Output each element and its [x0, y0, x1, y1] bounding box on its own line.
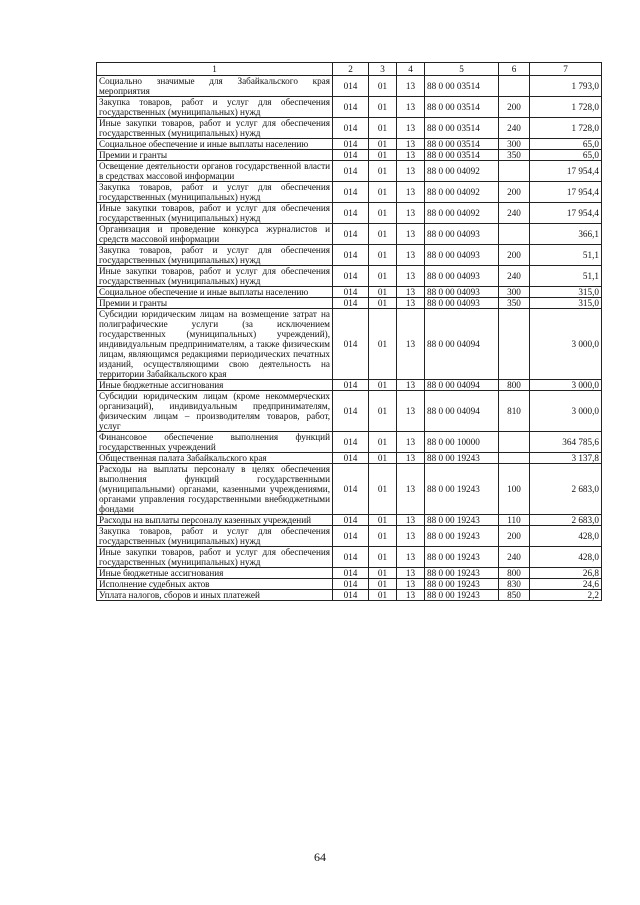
row-subsection-code: 13 — [397, 309, 425, 380]
header-cell-name: 1 — [97, 63, 333, 76]
row-subsection-code: 13 — [397, 515, 425, 526]
row-expense-type — [499, 453, 530, 464]
page-number: 64 — [314, 850, 326, 864]
row-subsection-code: 13 — [397, 579, 425, 590]
row-name-cell: Закупка товаров, работ и услуг для обеспечения государственных (муниципальных) нужд — [97, 182, 333, 203]
row-section-code: 01 — [369, 453, 397, 464]
table-row — [97, 568, 602, 579]
row-target-article: 88 0 00 04093 — [425, 266, 499, 287]
row-expense-type: 240 — [499, 266, 530, 287]
row-amount: 3 137,8 — [530, 453, 602, 464]
row-section-code: 01 — [369, 266, 397, 287]
row-expense-type: 350 — [499, 298, 530, 309]
row-subsection-code: 13 — [397, 182, 425, 203]
table-row — [97, 579, 602, 590]
header-cell-expense-type: 6 — [499, 63, 530, 76]
header-row — [97, 63, 602, 76]
row-subsection-code: 13 — [397, 547, 425, 568]
row-subsection-code: 13 — [397, 266, 425, 287]
row-expense-type: 240 — [499, 547, 530, 568]
row-section-code: 01 — [369, 526, 397, 547]
row-target-article: 88 0 00 19243 — [425, 568, 499, 579]
row-amount: 364 785,6 — [530, 432, 602, 453]
row-target-article: 88 0 00 04093 — [425, 298, 499, 309]
row-amount: 1 793,0 — [530, 76, 602, 97]
row-amount: 3 000,0 — [530, 391, 602, 432]
row-name-cell: Социальное обеспечение и иные выплаты населению — [97, 139, 333, 150]
table-header — [97, 63, 602, 76]
row-target-article: 88 0 00 03514 — [425, 97, 499, 118]
row-ministry-code: 014 — [333, 590, 369, 601]
row-amount: 1 728,0 — [530, 97, 602, 118]
row-amount: 315,0 — [530, 287, 602, 298]
row-section-code: 01 — [369, 97, 397, 118]
row-expense-type: 810 — [499, 391, 530, 432]
row-target-article: 88 0 00 04093 — [425, 224, 499, 245]
row-subsection-code: 13 — [397, 453, 425, 464]
table-row — [97, 203, 602, 224]
table-row — [97, 182, 602, 203]
table-row — [97, 245, 602, 266]
row-section-code: 01 — [369, 287, 397, 298]
table-row — [97, 266, 602, 287]
row-ministry-code: 014 — [333, 150, 369, 161]
row-section-code: 01 — [369, 579, 397, 590]
row-ministry-code: 014 — [333, 380, 369, 391]
row-ministry-code: 014 — [333, 453, 369, 464]
row-ministry-code: 014 — [333, 266, 369, 287]
row-name-cell: Закупка товаров, работ и услуг для обеспечения государственных (муниципальных) нужд — [97, 526, 333, 547]
row-amount: 51,1 — [530, 266, 602, 287]
row-target-article: 88 0 00 19243 — [425, 464, 499, 515]
row-expense-type — [499, 224, 530, 245]
row-name-cell: Уплата налогов, сборов и иных платежей — [97, 590, 333, 601]
table-row — [97, 464, 602, 515]
row-target-article: 88 0 00 04093 — [425, 245, 499, 266]
row-amount: 3 000,0 — [530, 380, 602, 391]
budget-table — [96, 62, 602, 601]
row-expense-type: 300 — [499, 139, 530, 150]
row-ministry-code: 014 — [333, 298, 369, 309]
row-section-code: 01 — [369, 432, 397, 453]
row-section-code: 01 — [369, 118, 397, 139]
row-target-article: 88 0 00 19243 — [425, 526, 499, 547]
table-row — [97, 515, 602, 526]
row-expense-type — [499, 76, 530, 97]
row-name-cell: Общественная палата Забайкальского края — [97, 453, 333, 464]
row-target-article: 88 0 00 19243 — [425, 579, 499, 590]
table-row — [97, 224, 602, 245]
row-amount: 315,0 — [530, 298, 602, 309]
header-cell-ministry: 2 — [333, 63, 369, 76]
table-row — [97, 590, 602, 601]
row-subsection-code: 13 — [397, 203, 425, 224]
row-subsection-code: 13 — [397, 76, 425, 97]
row-expense-type: 800 — [499, 568, 530, 579]
row-expense-type: 240 — [499, 203, 530, 224]
row-amount: 65,0 — [530, 150, 602, 161]
row-subsection-code: 13 — [397, 432, 425, 453]
row-target-article: 88 0 00 04092 — [425, 182, 499, 203]
row-expense-type: 850 — [499, 590, 530, 601]
row-amount: 428,0 — [530, 526, 602, 547]
row-name-cell: Иные закупки товаров, работ и услуг для обеспечения государственных (муниципальных) нужд — [97, 547, 333, 568]
row-ministry-code: 014 — [333, 526, 369, 547]
row-section-code: 01 — [369, 298, 397, 309]
row-section-code: 01 — [369, 161, 397, 182]
row-ministry-code: 014 — [333, 568, 369, 579]
row-section-code: 01 — [369, 568, 397, 579]
table-body — [97, 76, 602, 601]
row-expense-type — [499, 161, 530, 182]
row-section-code: 01 — [369, 515, 397, 526]
row-ministry-code: 014 — [333, 579, 369, 590]
row-subsection-code: 13 — [397, 245, 425, 266]
row-expense-type — [499, 432, 530, 453]
table-row — [97, 547, 602, 568]
table-row — [97, 97, 602, 118]
row-section-code: 01 — [369, 203, 397, 224]
row-target-article: 88 0 00 19243 — [425, 515, 499, 526]
row-target-article: 88 0 00 04094 — [425, 309, 499, 380]
row-subsection-code: 13 — [397, 526, 425, 547]
row-subsection-code: 13 — [397, 118, 425, 139]
row-target-article: 88 0 00 19243 — [425, 590, 499, 601]
row-amount: 24,6 — [530, 579, 602, 590]
row-target-article: 88 0 00 04092 — [425, 161, 499, 182]
row-ministry-code: 014 — [333, 515, 369, 526]
row-amount: 17 954,4 — [530, 182, 602, 203]
row-section-code: 01 — [369, 182, 397, 203]
table-row — [97, 453, 602, 464]
row-section-code: 01 — [369, 139, 397, 150]
row-expense-type: 200 — [499, 526, 530, 547]
row-target-article: 88 0 00 04094 — [425, 380, 499, 391]
row-section-code: 01 — [369, 547, 397, 568]
row-ministry-code: 014 — [333, 97, 369, 118]
row-section-code: 01 — [369, 245, 397, 266]
row-subsection-code: 13 — [397, 150, 425, 161]
row-subsection-code: 13 — [397, 287, 425, 298]
row-section-code: 01 — [369, 76, 397, 97]
row-section-code: 01 — [369, 464, 397, 515]
row-subsection-code: 13 — [397, 590, 425, 601]
table-row — [97, 139, 602, 150]
row-expense-type: 240 — [499, 118, 530, 139]
table-row — [97, 76, 602, 97]
row-target-article: 88 0 00 03514 — [425, 76, 499, 97]
row-name-cell: Закупка товаров, работ и услуг для обеспечения государственных (муниципальных) нужд — [97, 97, 333, 118]
table-row — [97, 526, 602, 547]
row-subsection-code: 13 — [397, 298, 425, 309]
table-row — [97, 309, 602, 380]
table-row — [97, 391, 602, 432]
row-section-code: 01 — [369, 150, 397, 161]
header-cell-target-article: 5 — [425, 63, 499, 76]
row-ministry-code: 014 — [333, 391, 369, 432]
row-ministry-code: 014 — [333, 118, 369, 139]
row-amount: 65,0 — [530, 139, 602, 150]
row-section-code: 01 — [369, 309, 397, 380]
row-amount: 2,2 — [530, 590, 602, 601]
row-section-code: 01 — [369, 380, 397, 391]
row-ministry-code: 014 — [333, 182, 369, 203]
row-ministry-code: 014 — [333, 432, 369, 453]
header-cell-section: 3 — [369, 63, 397, 76]
table-row — [97, 380, 602, 391]
row-name-cell: Премии и гранты — [97, 150, 333, 161]
row-expense-type: 300 — [499, 287, 530, 298]
row-target-article: 88 0 00 04093 — [425, 287, 499, 298]
row-subsection-code: 13 — [397, 380, 425, 391]
row-expense-type: 350 — [499, 150, 530, 161]
table-row — [97, 298, 602, 309]
row-amount: 17 954,4 — [530, 161, 602, 182]
row-subsection-code: 13 — [397, 161, 425, 182]
row-ministry-code: 014 — [333, 203, 369, 224]
row-amount: 2 683,0 — [530, 464, 602, 515]
row-name-cell: Иные закупки товаров, работ и услуг для обеспечения государственных (муниципальных) нужд — [97, 266, 333, 287]
row-target-article: 88 0 00 19243 — [425, 547, 499, 568]
row-subsection-code: 13 — [397, 391, 425, 432]
row-amount: 17 954,4 — [530, 203, 602, 224]
row-name-cell: Иные закупки товаров, работ и услуг для обеспечения государственных (муниципальных) нужд — [97, 118, 333, 139]
row-subsection-code: 13 — [397, 568, 425, 579]
table-row — [97, 432, 602, 453]
row-ministry-code: 014 — [333, 139, 369, 150]
row-name-cell: Социально значимые для Забайкальского края мероприятия — [97, 76, 333, 97]
row-name-cell: Исполнение судебных актов — [97, 579, 333, 590]
row-amount: 428,0 — [530, 547, 602, 568]
row-subsection-code: 13 — [397, 464, 425, 515]
row-target-article: 88 0 00 03514 — [425, 150, 499, 161]
row-name-cell: Иные бюджетные ассигнования — [97, 568, 333, 579]
row-ministry-code: 014 — [333, 309, 369, 380]
table-row — [97, 150, 602, 161]
row-expense-type: 200 — [499, 97, 530, 118]
row-target-article: 88 0 00 03514 — [425, 118, 499, 139]
row-expense-type: 200 — [499, 245, 530, 266]
row-subsection-code: 13 — [397, 224, 425, 245]
row-expense-type: 200 — [499, 182, 530, 203]
row-section-code: 01 — [369, 224, 397, 245]
row-name-cell: Организация и проведение конкурса журналистов и средств массовой информации — [97, 224, 333, 245]
row-section-code: 01 — [369, 391, 397, 432]
row-target-article: 88 0 00 03514 — [425, 139, 499, 150]
table-row — [97, 287, 602, 298]
row-subsection-code: 13 — [397, 97, 425, 118]
row-name-cell: Социальное обеспечение и иные выплаты населению — [97, 287, 333, 298]
row-ministry-code: 014 — [333, 76, 369, 97]
row-amount: 366,1 — [530, 224, 602, 245]
row-amount: 1 728,0 — [530, 118, 602, 139]
row-ministry-code: 014 — [333, 464, 369, 515]
row-expense-type: 110 — [499, 515, 530, 526]
row-expense-type: 100 — [499, 464, 530, 515]
row-target-article: 88 0 00 04092 — [425, 203, 499, 224]
row-ministry-code: 014 — [333, 245, 369, 266]
row-amount: 51,1 — [530, 245, 602, 266]
row-ministry-code: 014 — [333, 287, 369, 298]
row-ministry-code: 014 — [333, 224, 369, 245]
header-cell-amount: 7 — [530, 63, 602, 76]
row-ministry-code: 014 — [333, 161, 369, 182]
row-amount: 2 683,0 — [530, 515, 602, 526]
row-name-cell: Иные бюджетные ассигнования — [97, 380, 333, 391]
table-row — [97, 118, 602, 139]
row-name-cell: Иные закупки товаров, работ и услуг для обеспечения государственных (муниципальных) нужд — [97, 203, 333, 224]
row-section-code: 01 — [369, 590, 397, 601]
row-name-cell: Расходы на выплаты персоналу в целях обеспечения выполнения функций государственными (муниципальными) органами, казенными учреждениями, органами управления государственными внебюджетными фондами — [97, 464, 333, 515]
table-row — [97, 161, 602, 182]
row-expense-type: 800 — [499, 380, 530, 391]
row-target-article: 88 0 00 10000 — [425, 432, 499, 453]
header-cell-subsection: 4 — [397, 63, 425, 76]
row-expense-type: 830 — [499, 579, 530, 590]
row-name-cell: Освещение деятельности органов государственной власти в средствах массовой информации — [97, 161, 333, 182]
row-expense-type — [499, 309, 530, 380]
row-target-article: 88 0 00 04094 — [425, 391, 499, 432]
row-name-cell: Закупка товаров, работ и услуг для обеспечения государственных (муниципальных) нужд — [97, 245, 333, 266]
row-ministry-code: 014 — [333, 547, 369, 568]
row-amount: 26,8 — [530, 568, 602, 579]
row-subsection-code: 13 — [397, 139, 425, 150]
row-name-cell: Премии и гранты — [97, 298, 333, 309]
row-name-cell: Расходы на выплаты персоналу казенных учреждений — [97, 515, 333, 526]
row-name-cell: Субсидии юридическим лицам на возмещение затрат на полиграфические услуги (за исключением государственных (муниципальных) учреждений), индивидуальным предпринимателям, а также физическим лицам, являющимся редакциями периодических печатных изданий, осуществляющими свою деятельность на территории Забайкальского края — [97, 309, 333, 380]
row-target-article: 88 0 00 19243 — [425, 453, 499, 464]
row-amount: 3 000,0 — [530, 309, 602, 380]
row-name-cell: Финансовое обеспечение выполнения функций государственных учреждений — [97, 432, 333, 453]
row-name-cell: Субсидии юридическим лицам (кроме некоммерческих организаций), индивидуальным предпринимателям, физическим лицам – производителям товаров, работ, услуг — [97, 391, 333, 432]
